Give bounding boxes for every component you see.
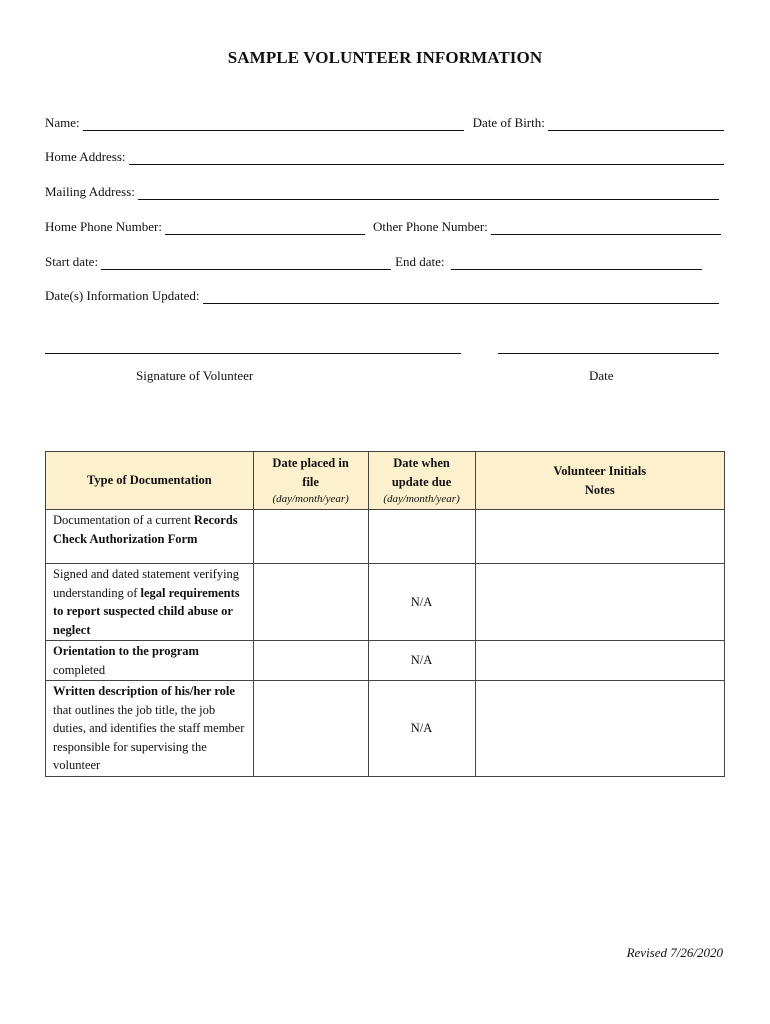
signature-date-field[interactable] (498, 353, 719, 354)
row-documentation-type: Signed and dated statement verifying understanding of legal requirements to report suspected child abuse or neglect (46, 564, 254, 641)
home-address-label: Home Address: (45, 149, 126, 164)
end-date-label: End date: (395, 254, 445, 269)
dob-field[interactable] (548, 117, 724, 131)
other-phone-label: Other Phone Number: (372, 219, 488, 234)
table-row (46, 564, 725, 641)
dob-label: Date of Birth: (472, 115, 545, 130)
update-due-cell: N/A (368, 564, 475, 641)
phone-row (45, 217, 721, 235)
table-header-row (46, 452, 725, 510)
other-phone-field[interactable] (491, 221, 721, 235)
date-placed-cell[interactable] (253, 510, 368, 564)
name-dob-row (45, 113, 724, 131)
signature-of-volunteer-label: Signature of Volunteer (136, 368, 254, 383)
table-row (46, 681, 725, 777)
dates-row (45, 252, 702, 270)
initials-notes-cell[interactable] (475, 564, 724, 641)
header-type-of-documentation: Type of Documentation (46, 452, 254, 510)
volunteer-signature-field[interactable] (45, 353, 461, 354)
info-updated-field[interactable] (203, 290, 719, 304)
mailing-address-label: Mailing Address: (45, 184, 135, 199)
date-placed-cell[interactable] (253, 641, 368, 681)
signature-date-label: Date (589, 368, 614, 383)
documentation-table (45, 451, 725, 777)
form-title: SAMPLE VOLUNTEER INFORMATION (227, 48, 543, 67)
name-field[interactable] (83, 117, 464, 131)
date-placed-cell[interactable] (253, 681, 368, 777)
home-address-row (45, 147, 724, 165)
table-row (46, 510, 725, 564)
revised-date: Revised 7/26/2020 (626, 945, 723, 960)
row-documentation-type: Written description of his/her role that outlines the job title, the job duties, and identifies the staff member responsible for supervising the volunteer (46, 681, 254, 777)
row-documentation-type: Documentation of a current Records Check Authorization Form (46, 510, 254, 564)
info-updated-label: Date(s) Information Updated: (45, 288, 200, 303)
table-row (46, 641, 725, 681)
row-documentation-type: Orientation to the program completed (46, 641, 254, 681)
header-date-update-due: Date when update due (day/month/year) (368, 452, 475, 510)
initials-notes-cell[interactable] (475, 510, 724, 564)
header-date-placed: Date placed in file (day/month/year) (253, 452, 368, 510)
initials-notes-cell[interactable] (475, 641, 724, 681)
initials-notes-cell[interactable] (475, 681, 724, 777)
info-updated-row (45, 286, 719, 304)
mailing-address-field[interactable] (138, 186, 719, 200)
home-phone-label: Home Phone Number: (45, 219, 162, 234)
start-date-field[interactable] (101, 256, 391, 270)
mailing-address-row (45, 182, 719, 200)
date-placed-cell[interactable] (253, 564, 368, 641)
update-due-cell[interactable] (368, 510, 475, 564)
header-volunteer-initials-notes: Volunteer Initials Notes (475, 452, 724, 510)
start-date-label: Start date: (45, 254, 99, 269)
update-due-cell: N/A (368, 681, 475, 777)
end-date-field[interactable] (451, 256, 702, 270)
home-address-field[interactable] (129, 151, 724, 165)
update-due-cell: N/A (368, 641, 475, 681)
name-label: Name: (45, 115, 80, 130)
home-phone-field[interactable] (165, 221, 365, 235)
